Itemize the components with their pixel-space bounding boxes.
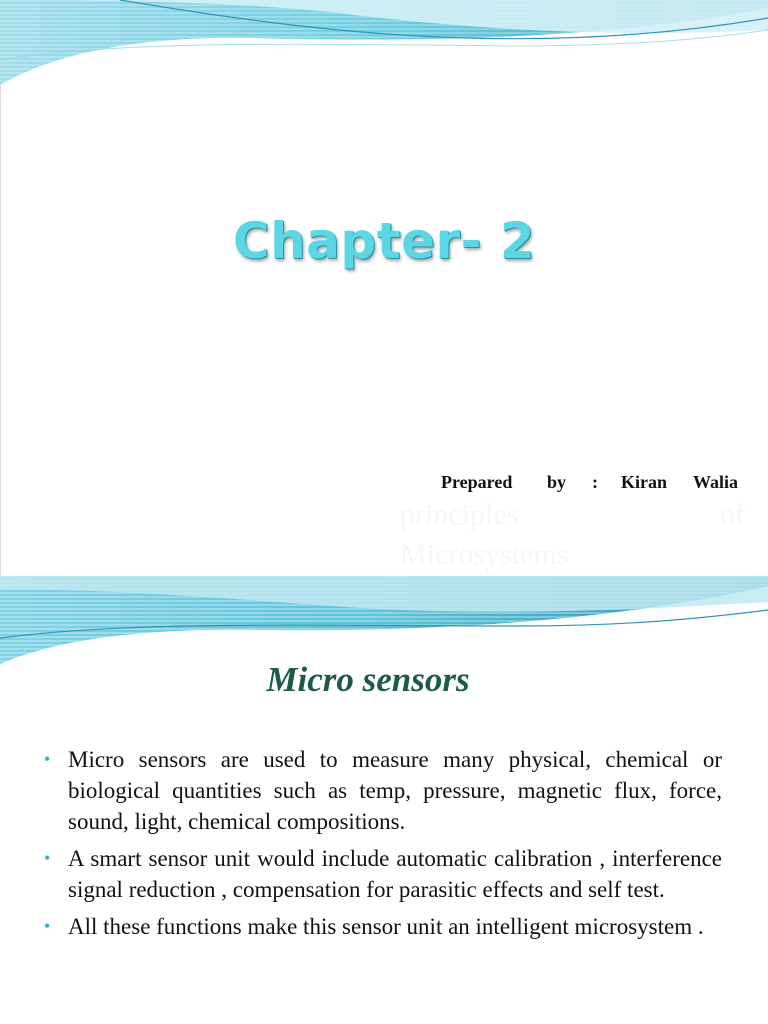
content-slide: [0, 576, 768, 1024]
prepared-label: Prepared: [441, 472, 513, 492]
list-item: [44, 843, 722, 905]
bullet-icon: •: [44, 749, 51, 769]
bullet-list: [44, 744, 722, 948]
by-label: by: [547, 472, 567, 492]
bullet-icon: •: [44, 916, 51, 936]
colon-separator: :: [592, 472, 598, 492]
author-first-name: Kiran: [621, 472, 668, 492]
list-item: [44, 744, 722, 837]
author-last-name: Walia: [693, 472, 739, 492]
ghost-word: principles: [400, 498, 519, 531]
bullet-text: A smart sensor unit would include automatic calibration , interference signal reduction , compensation for parasitic effects and self test.: [68, 846, 722, 902]
slide-heading: Micro sensors: [266, 660, 470, 699]
list-item: [44, 911, 722, 942]
header-wave-decoration: [0, 576, 768, 666]
chapter-title: Chapter- 2: [232, 212, 536, 270]
bullet-text: All these functions make this sensor unit an intelligent microsystem .: [68, 914, 704, 939]
bullet-text: Micro sensors are used to measure many physical, chemical or biological quantities such as temp, pressure, magnetic flux, force, sound, light, chemical compositions.: [68, 747, 722, 834]
prepared-by-line: [441, 472, 747, 494]
bullet-icon: •: [44, 848, 51, 868]
ghost-word: of: [720, 498, 745, 531]
ghost-word: Microsystems: [400, 538, 569, 571]
